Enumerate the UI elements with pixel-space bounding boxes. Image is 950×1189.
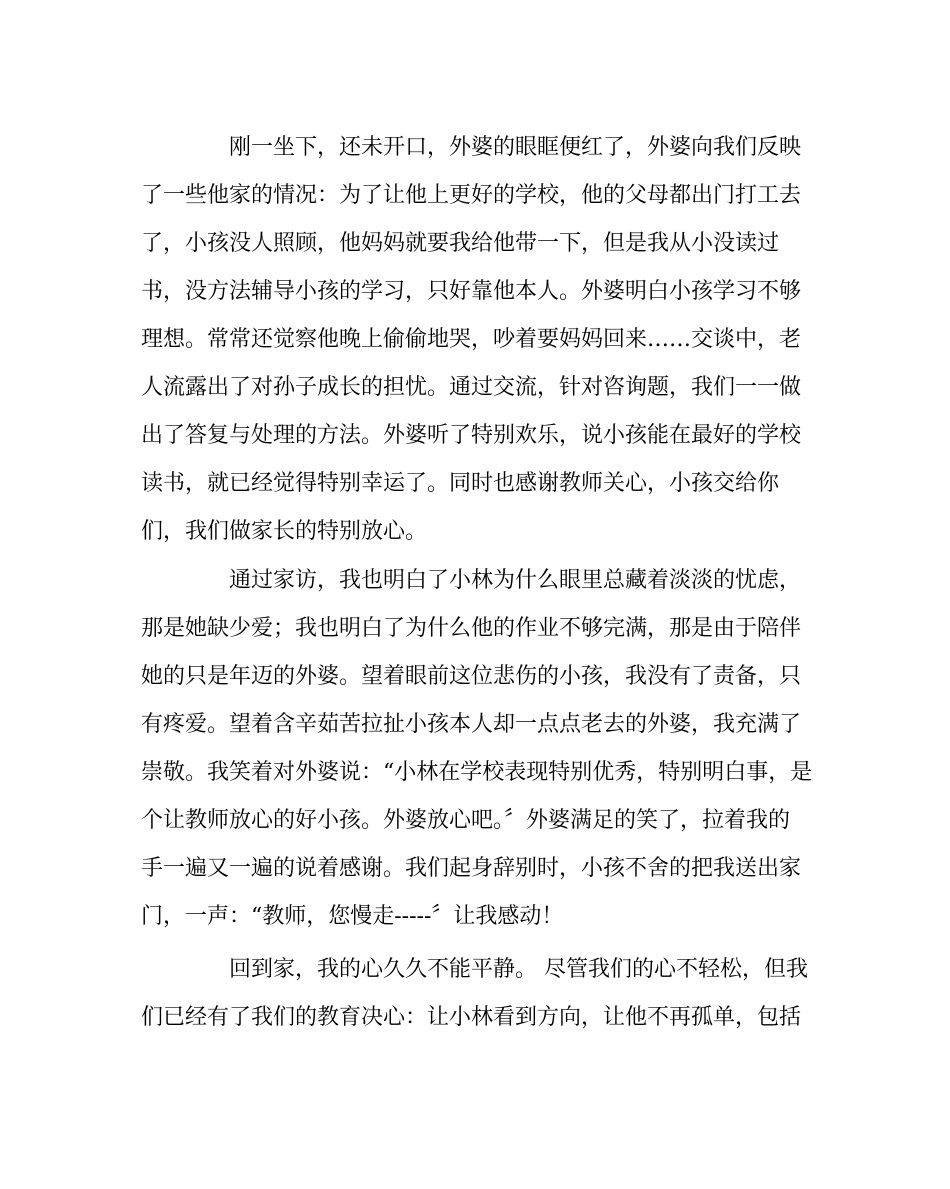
paragraph-1-line-3: 了，小孩没人照顾，他妈妈就要我给他带一下，但是我从小没读过 <box>141 231 780 256</box>
paragraph-1-line-8: 读书，就已经觉得特别幸运了。同时也感谢教师关心，小孩交给你 <box>141 471 780 496</box>
paragraph-2-line-8: 门，一声：“教师，您慢走-----〞让我感动！ <box>141 904 564 929</box>
paragraph-2-line-1: 通过家访，我也明白了小林为什么眼里总藏着淡淡的忧虑， <box>229 568 802 593</box>
paragraph-2-line-4: 有疼爱。望着含辛茹苦拉扯小孩本人却一点点老去的外婆，我充满了 <box>141 712 802 737</box>
paragraph-2-line-7: 手一遍又一遍的说着感谢。我们起身辞别时，小孩不舍的把我送出家 <box>141 856 802 881</box>
paragraph-3-line-2: 们已经有了我们的教育决心：让小林看到方向，让他不再孤单，包括 <box>141 1005 802 1030</box>
paragraph-1-line-2: 了一些他家的情况：为了让他上更好的学校，他的父母都出门打工去 <box>141 183 802 208</box>
paragraph-2-line-2: 那是她缺少爱；我也明白了为什么他的作业不够完满，那是由于陪伴 <box>141 616 802 641</box>
paragraph-1-line-6: 人流露出了对孙子成长的担忧。通过交流，针对咨询题，我们一一做 <box>141 375 802 400</box>
paragraph-2-line-5: 崇敬。我笑着对外婆说：“小林在学校表现特别优秀，特别明白事，是 <box>141 760 813 785</box>
paragraph-2-line-3: 她的只是年迈的外婆。望着眼前这位悲伤的小孩，我没有了责备，只 <box>141 664 802 689</box>
paragraph-3-line-1: 回到家，我的心久久不能平静。 尽管我们的心不轻松，但我 <box>229 957 808 982</box>
paragraph-1-line-9: 们，我们做家长的特别放心。 <box>141 519 428 544</box>
paragraph-1-line-1: 刚一坐下，还未开口，外婆的眼眶便红了，外婆向我们反映 <box>229 135 802 160</box>
paragraph-1-line-7: 出了答复与处理的方法。外婆听了特别欢乐，说小孩能在最好的学校 <box>141 423 802 448</box>
paragraph-2-line-6: 个让教师放心的好小孩。外婆放心吧。〞外婆满足的笑了，拉着我的 <box>141 808 791 833</box>
paragraph-1-line-5: 理想。常常还觉察他晚上偷偷地哭，吵着要妈妈回来……交谈中，老 <box>141 327 802 352</box>
paragraph-1-line-4: 书，没方法辅导小孩的学习，只好靠他本人。外婆明白小孩学习不够 <box>141 279 802 304</box>
